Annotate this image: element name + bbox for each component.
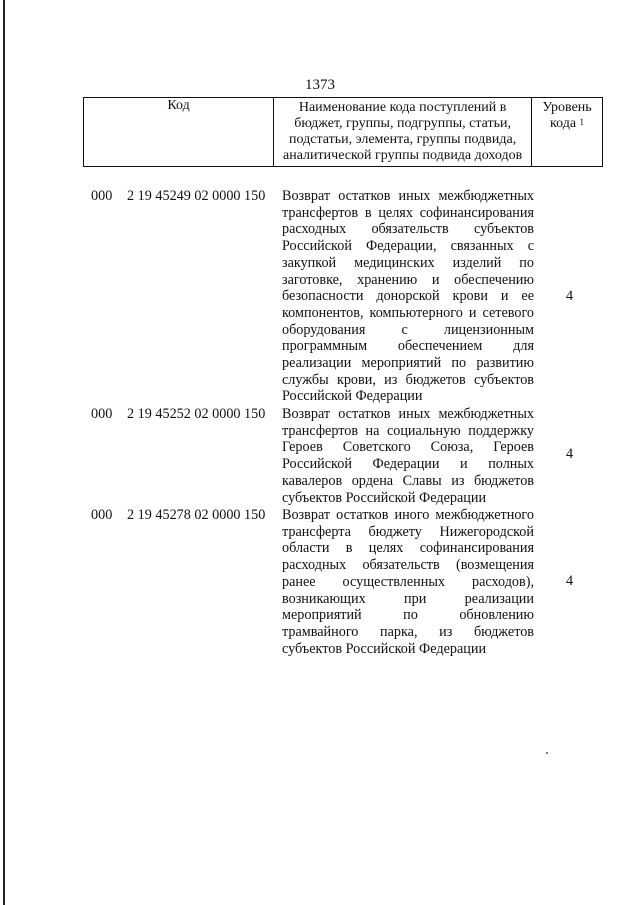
revenue-code: 2 19 45252 02 0000 150 xyxy=(127,406,266,422)
description-line: оборудования с лицензионным xyxy=(282,321,534,338)
description-line: Героев Советского Союза, Героев xyxy=(282,439,534,456)
description-line: заготовке, хранению и обеспечению xyxy=(282,271,534,288)
header-table xyxy=(83,97,603,167)
description-line: службы крови, из бюджетов субъектов xyxy=(282,371,534,388)
header-code-cell xyxy=(84,98,274,167)
revenue-code: 2 19 45278 02 0000 150 xyxy=(127,507,266,523)
header-name-line: Наименование кода поступлений в xyxy=(298,100,507,115)
header-level-line: Уровень xyxy=(542,100,592,115)
page-edge-line xyxy=(3,0,5,905)
description-line: ранее осуществленных расходов), xyxy=(282,573,534,590)
revenue-description xyxy=(282,188,534,405)
level-value: 4 xyxy=(566,288,574,304)
header-name-line: подстатьи, элемента, группы подвида, xyxy=(289,132,517,147)
level-value: 4 xyxy=(566,573,574,589)
description-line: трансфертов в целях софинансирования xyxy=(282,204,534,221)
description-line: расходных обязательств субъектов xyxy=(282,221,534,238)
description-line: Возврат остатков иного межбюджетного xyxy=(282,507,534,523)
description-line: компонентов, компьютерного и сетевого xyxy=(282,304,534,321)
description-line: закупкой медицинских изделий по xyxy=(282,254,534,271)
description-line: Российской Федерации и полных xyxy=(282,456,534,473)
revenue-description xyxy=(282,406,534,506)
description-line: реализации мероприятий по развитию xyxy=(282,355,534,372)
header-level-line xyxy=(532,116,602,132)
revenue-code: 2 19 45249 02 0000 150 xyxy=(127,188,266,204)
header-name-cell xyxy=(274,98,532,167)
description-line: трамвайного парка, из бюджетов xyxy=(282,623,534,640)
description-line: Возврат остатков иных межбюджетных xyxy=(282,188,534,204)
description-line: мероприятий по обновлению xyxy=(282,607,534,624)
description-line: безопасности донорской крови и ее xyxy=(282,288,534,305)
description-line: Возврат остатков иных межбюджетных xyxy=(282,406,534,422)
description-line: Российской Федерации, связанных с xyxy=(282,238,534,255)
description-line: трансферта бюджету Нижегородской xyxy=(282,523,534,540)
description-line: субъектов Российской Федерации xyxy=(282,640,487,657)
description-line: возникающих при реализации xyxy=(282,590,534,607)
admin-code: 000 xyxy=(91,188,113,204)
page-number: 1373 xyxy=(305,77,335,93)
header-level-cell xyxy=(532,98,603,167)
scan-speck xyxy=(546,752,548,754)
header-name-line: бюджет, группы, подгруппы, статьи, xyxy=(294,116,511,131)
revenue-description xyxy=(282,507,534,657)
description-line: Российской Федерации xyxy=(282,388,423,405)
level-value: 4 xyxy=(566,446,574,462)
description-line: расходных обязательств (возмещения xyxy=(282,557,534,574)
header-code-label: Код xyxy=(167,98,190,113)
description-line: кавалеров ордена Славы из бюджетов xyxy=(282,472,534,489)
description-line: трансфертов на социальную поддержку xyxy=(282,422,534,439)
header-name-line: аналитической группы подвида доходов xyxy=(283,148,523,163)
description-line: программным обеспечением для xyxy=(282,338,534,355)
header-level-word: кода xyxy=(550,116,577,131)
description-line: субъектов Российской Федерации xyxy=(282,489,487,506)
header-level-footnote: 1 xyxy=(579,117,585,127)
admin-code: 000 xyxy=(91,507,113,523)
admin-code: 000 xyxy=(91,406,113,422)
description-line: области в целях софинансирования xyxy=(282,540,534,557)
